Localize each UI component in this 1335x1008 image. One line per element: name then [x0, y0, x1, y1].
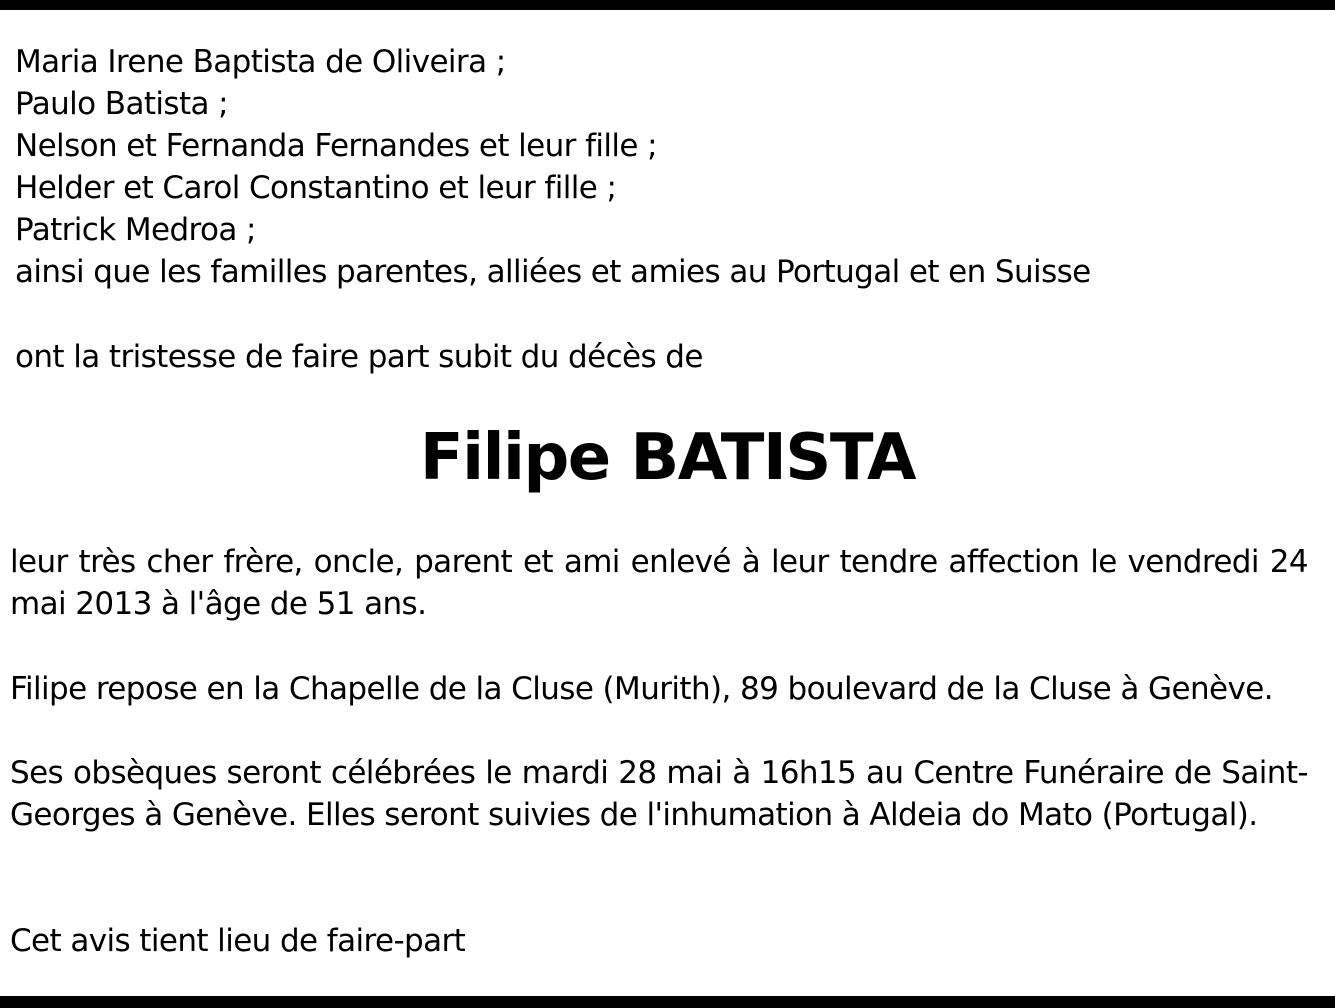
mourner-line: Maria Irene Baptista de Oliveira ; [15, 44, 506, 80]
funeral-paragraph: Ses obsèques seront célébrées le mardi 28 mai à 16h15 au Centre Funéraire de Saint-Georges à Genève. Elles seront suivies de l'inhumation à Aldeia do Mato (Portugal). [10, 755, 1308, 833]
relationship-paragraph: leur très cher frère, oncle, parent et ami enlevé à leur tendre affection le vendredi 24 mai 2013 à l'âge de 51 ans. [10, 544, 1308, 622]
announcement-intro: ont la tristesse de faire part subit du décès de [15, 339, 703, 375]
closing-note: Cet avis tient lieu de faire-part [10, 923, 466, 959]
mourner-line: Patrick Medroa ; [15, 212, 256, 248]
top-border-rule [0, 0, 1335, 10]
repose-paragraph: Filipe repose en la Chapelle de la Cluse (Murith), 89 boulevard de la Cluse à Genève. [10, 671, 1273, 707]
mourner-line: Paulo Batista ; [15, 86, 229, 122]
mourner-line: ainsi que les familles parentes, alliées et amies au Portugal et en Suisse [15, 254, 1091, 290]
mourners-list [0, 41, 1091, 293]
bottom-border-rule [0, 996, 1335, 1008]
deceased-name: Filipe BATISTA [419, 421, 916, 495]
mourner-line: Nelson et Fernanda Fernandes et leur fille ; [15, 128, 657, 164]
mourner-line: Helder et Carol Constantino et leur fille ; [15, 170, 617, 206]
